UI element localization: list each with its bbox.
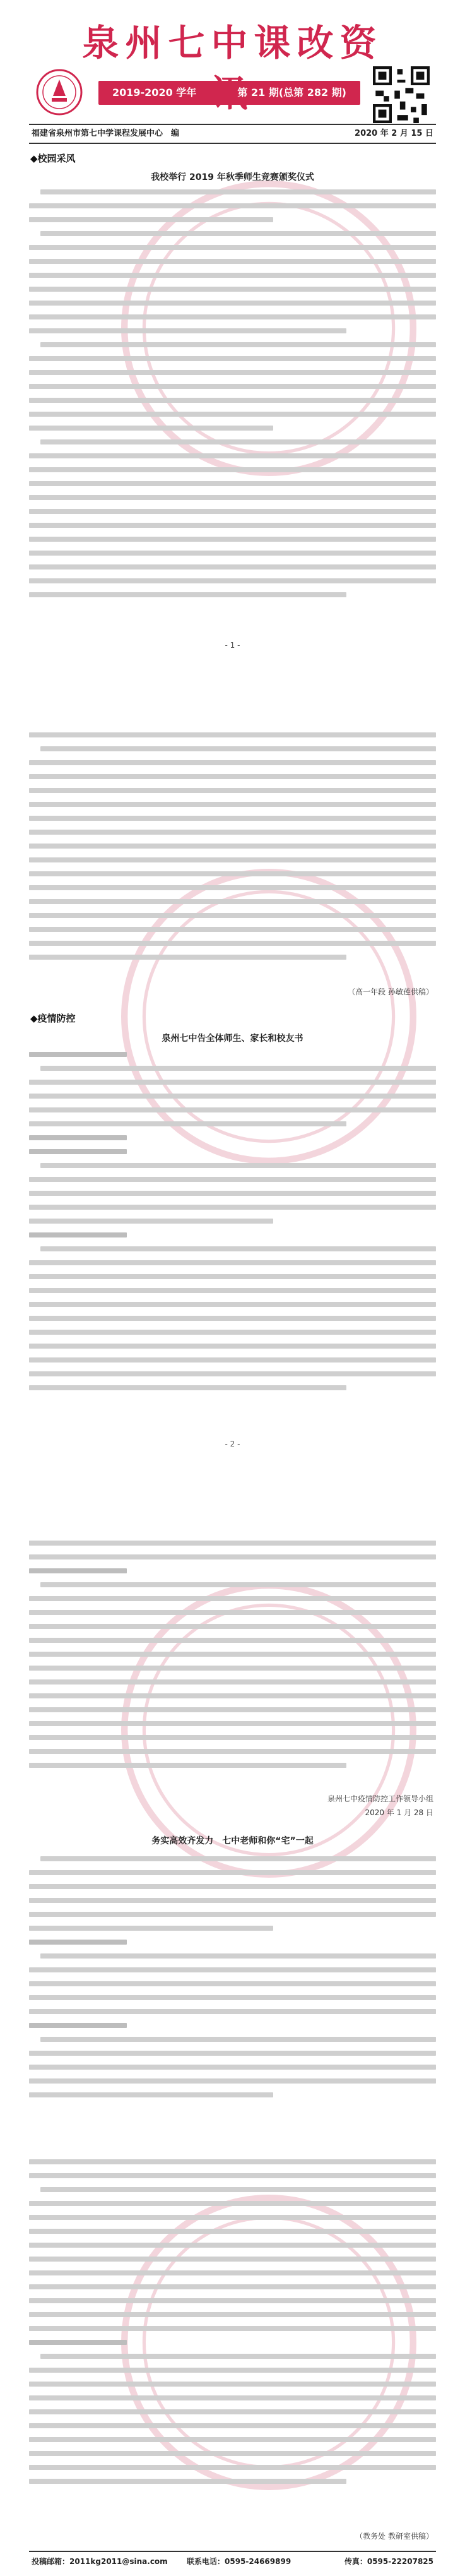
article-body-awards (29, 189, 436, 606)
article-body-online-continued (29, 2159, 436, 2493)
masthead-rule-bottom (29, 143, 436, 144)
contact-footer (29, 2551, 436, 2570)
article-body-letter (29, 1052, 436, 1399)
publish-date: 2020 年 2 月 15 日 (355, 129, 433, 138)
article-title-awards: 我校举行 2019 年秋季师生竞赛颁奖仪式 (151, 172, 314, 182)
footer-fax: 传真：0595-22207825 (344, 2557, 433, 2566)
article-title-letter: 泉州七中告全体师生、家长和校友书 (162, 1034, 303, 1044)
article-signoff-online: （教务处 教研室供稿） (355, 2532, 433, 2541)
section-heading-epidemic: ◆疫情防控 (30, 1013, 76, 1024)
article-body-letter-continued (29, 1541, 436, 1777)
footer-email: 投稿邮箱：2011kg2011@sina.com (32, 2557, 168, 2566)
qr-code-icon (373, 66, 430, 123)
newsletter-page (29, 0, 436, 2576)
article-body-awards-continued (29, 732, 436, 969)
newsletter-title: 泉州七中课改资 (82, 21, 383, 64)
article-signoff-awards: （高一年段 孙敏莲供稿） (348, 987, 433, 996)
letter-signoff-date: 2020 年 1 月 28 日 (365, 1808, 433, 1817)
masthead (29, 0, 436, 148)
footer-phone: 联系电话：0595-24669899 (187, 2557, 291, 2566)
issue-number: 第 21 期(总第 282 期) (237, 86, 346, 98)
article-body-online (29, 1856, 436, 2106)
school-seal-icon (35, 68, 83, 116)
school-year: 2019-2020 学年 (112, 86, 197, 98)
publisher-line: 福建省泉州市第七中学课程发展中心 编 (32, 129, 180, 138)
masthead-rule (29, 124, 436, 125)
issue-band (98, 81, 360, 105)
page-number-2: - 2 - (225, 1440, 240, 1448)
section-heading-campus: ◆校园采风 (30, 153, 76, 164)
page-number-1: - 1 - (225, 641, 240, 650)
article-title-online: 务实高效齐发力 七中老师和你“宅”一起 (151, 1836, 314, 1846)
letter-signoff: 泉州七中疫情防控工作领导小组 (327, 1794, 433, 1803)
